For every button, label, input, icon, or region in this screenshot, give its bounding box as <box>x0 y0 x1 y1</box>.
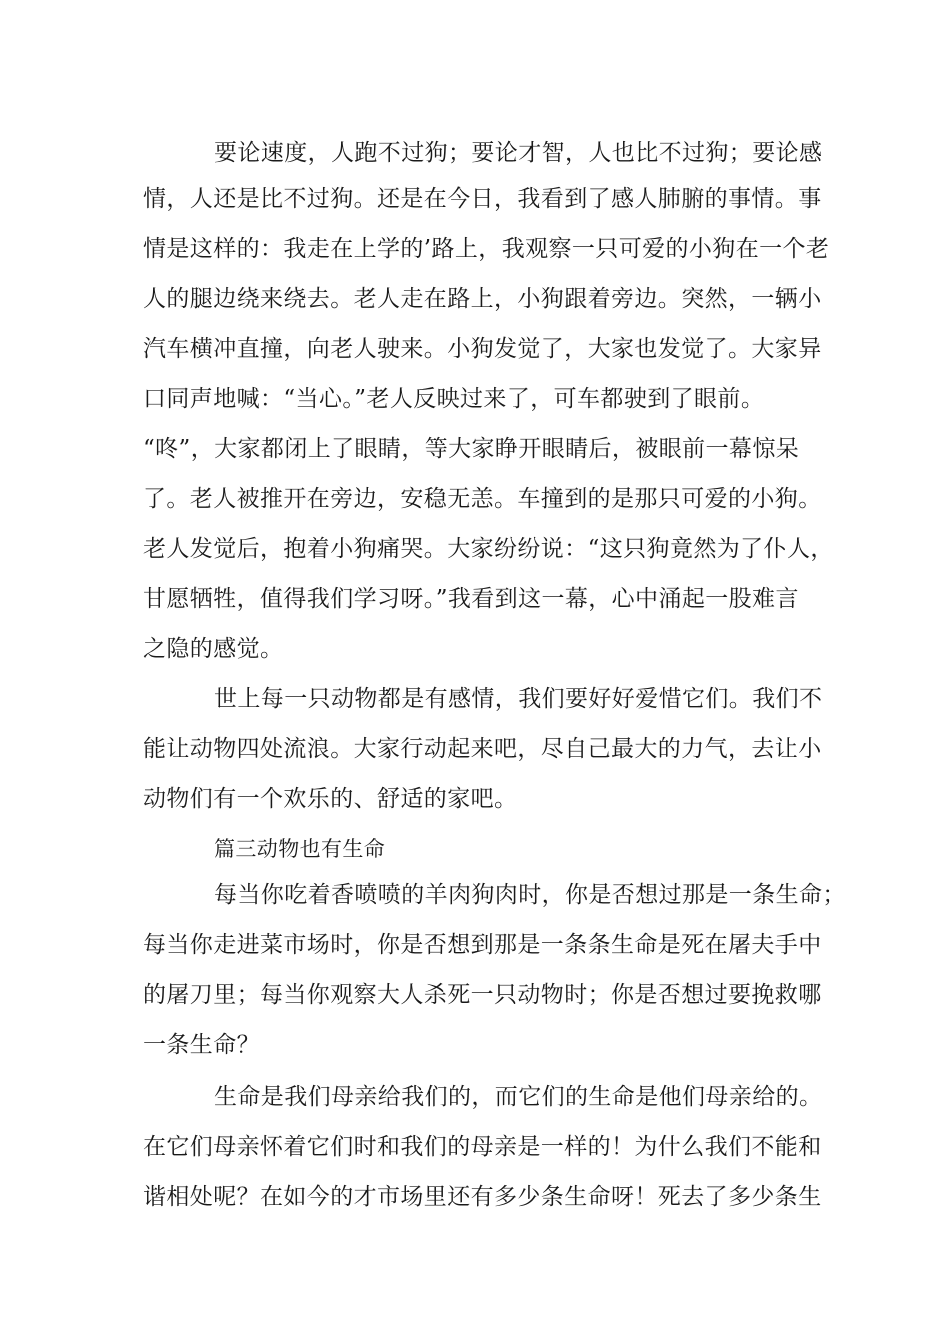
text-line: 甘愿牺牲，值得我们学习呀。”我看到这一幕，心中涌起一股难言 <box>143 586 799 612</box>
text-line: 一条生命？ <box>143 1032 260 1058</box>
text-line: 之隐的感觉。 <box>143 636 284 662</box>
text-line: 谐相处呢？在如今的才市场里还有多少条生命呀！死去了多少条生 <box>143 1184 822 1210</box>
text-line: 汽车横冲直撞，向老人驶来。小狗发觉了，大家也发觉了。大家异 <box>143 336 822 362</box>
text-line: 情是这样的：我走在上学的’路上，我观察一只可爱的小狗在一个老 <box>143 236 830 262</box>
text-line: 生命是我们母亲给我们的，而它们的生命是他们母亲给的。 <box>214 1084 823 1110</box>
text-line: 的屠刀里；每当你观察大人杀死一只动物时；你是否想过要挽救哪 <box>143 982 822 1008</box>
text-line: 老人发觉后，抱着小狗痛哭。大家纷纷说：“这只狗竟然为了仆人， <box>143 536 834 562</box>
text-line: 每当你走进菜市场时，你是否想到那是一条条生命是死在屠夫手中 <box>143 932 822 958</box>
text-line: 每当你吃着香喷喷的羊肉狗肉时，你是否想过那是一条生命； <box>214 882 846 908</box>
text-line: 能让动物四处流浪。大家行动起来吧，尽自己最大的力气，去让小 <box>143 736 822 762</box>
text-line: “咚”，大家都闭上了眼睛，等大家睁开眼睛后，被眼前一幕惊呆 <box>143 436 800 462</box>
text-line: 世上每一只动物都是有感情，我们要好好爱惜它们。我们不 <box>214 686 823 712</box>
text-line: 在它们母亲怀着它们时和我们的母亲是一样的！为什么我们不能和 <box>143 1134 822 1160</box>
text-line: 人的腿边绕来绕去。老人走在路上，小狗跟着旁边。突然，一辆小 <box>143 286 822 312</box>
text-line: 情，人还是比不过狗。还是在今日，我看到了感人肺腑的事情。事 <box>143 186 822 212</box>
section-heading: 篇三动物也有生命 <box>214 837 386 861</box>
text-line: 了。老人被推开在旁边，安稳无恙。车撞到的是那只可爱的小狗。 <box>143 486 822 512</box>
text-line: 动物们有一个欢乐的、舒适的家吧。 <box>143 786 518 812</box>
text-line: 口同声地喊：“当心。”老人反映过来了，可车都驶到了眼前。 <box>143 386 765 412</box>
text-line: 要论速度，人跑不过狗；要论才智，人也比不过狗；要论感 <box>214 140 823 166</box>
